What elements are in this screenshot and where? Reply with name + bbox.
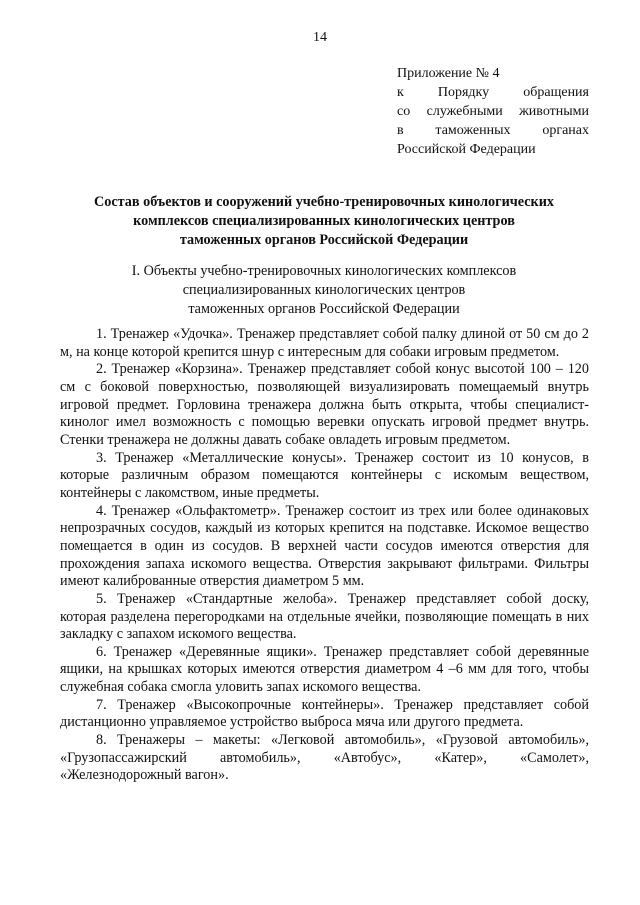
paragraph: 8. Тренажеры – макеты: «Легковой автомобиль», «Грузовой автомобиль», «Грузопассажирский автомобиль», «Автобус», «Катер», «Самолет», «Железнодорожный вагон».	[60, 732, 589, 784]
title-line: Состав объектов и сооружений учебно-тренировочных кинологических	[94, 194, 554, 210]
paragraph: 5. Тренажер «Стандартные желоба». Тренажер представляет собой доску, которая разделена перегородками на отдельные ячейки, позволяющие помещать в них закладку с запахом искомого вещества.	[60, 590, 589, 643]
section-heading-line: I. Объекты учебно-тренировочных кинологических комплексов	[131, 263, 517, 279]
appendix-line: Приложение № 4	[397, 66, 500, 81]
appendix-line: в таможенных органах	[397, 123, 589, 138]
body-text	[60, 326, 589, 785]
paragraph: 6. Тренажер «Деревянные ящики». Тренажер представляет собой деревянные ящики, на крышках которых имеются отверстия диаметром 4 –6 мм для того, чтобы служебная собака смогла уловить запах искомого вещества.	[60, 643, 589, 696]
paragraph: 2. Тренажер «Корзина». Тренажер представляет собой конус высотой 100 – 120 см с боковой поверхностью, позволяющей визуализировать помещаемый внутрь игровой предмет. Горловина тренажера должна быть открыта, чтобы специалист-кинолог имел возможность с помощью веревки опускать игровой предмет внутрь. Стенки тренажера не должны давать собаке овладеть игровым предметом.	[60, 361, 589, 448]
section-heading-line: специализированных кинологических центров	[182, 282, 466, 298]
appendix-line: Российской Федерации	[397, 142, 536, 157]
appendix-line: к Порядку обращения	[397, 85, 589, 100]
title-line: комплексов специализированных кинологических центров	[133, 213, 515, 229]
paragraph: 3. Тренажер «Металлические конусы». Тренажер состоит из 10 конусов, в которые различным образом помещаются контейнеры с искомым веществом, контейнеры с лакомством, иные предметы.	[60, 449, 589, 501]
section-heading	[60, 262, 588, 319]
appendix-block	[397, 64, 589, 159]
page-number: 14	[313, 30, 327, 45]
paragraph: 7. Тренажер «Высокопрочные контейнеры». Тренажер представляет собой дистанционно управляемое устройство выброса мяча или другого предмета.	[60, 696, 589, 731]
section-heading-line: таможенных органов Российской Федерации	[188, 301, 460, 317]
title-line: таможенных органов Российской Федерации	[179, 232, 469, 248]
document-title	[60, 193, 588, 250]
paragraph: 1. Тренажер «Удочка». Тренажер представляет собой палку длиной от 50 см до 2 м, на конце которой крепится шнур с интересным для собаки игровым предметом.	[60, 326, 589, 360]
paragraph: 4. Тренажер «Ольфактометр». Тренажер состоит из трех или более одинаковых непрозрачных сосудов, каждый из которых крепится на подставке. Искомое вещество помещается в один из сосудов. В верхней части сосудов имеются отверстия для прохождения запаха искомого вещества. Отверстия закрывают фильтрами. Фильтры имеют калиброванные отверстия диаметром 5 мм.	[60, 502, 589, 590]
appendix-line: со служебными животными	[397, 104, 589, 119]
